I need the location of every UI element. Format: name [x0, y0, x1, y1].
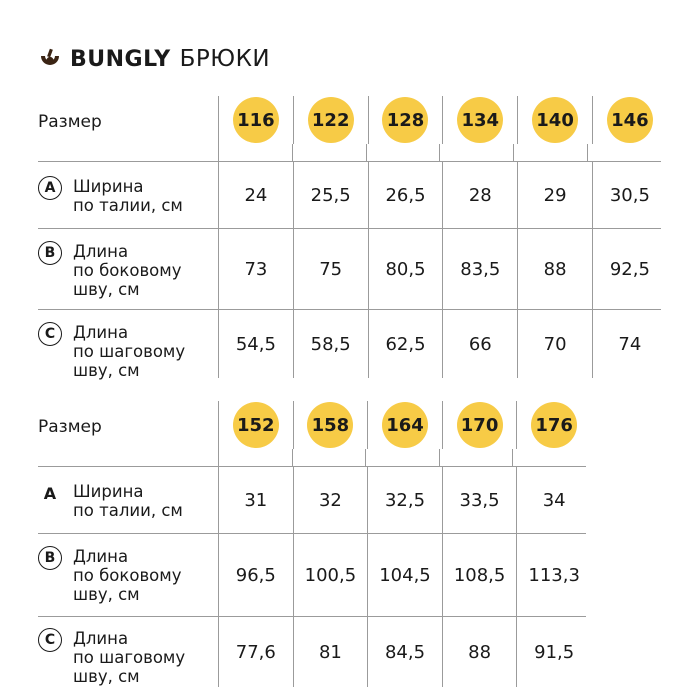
- size-badge: 158: [307, 402, 353, 448]
- letter-b-icon: B: [38, 241, 62, 265]
- size-header-row: [38, 401, 586, 449]
- letter-a-icon: A: [43, 483, 57, 503]
- size-badge: 164: [382, 402, 428, 448]
- size-label: Размер: [38, 417, 102, 437]
- table-cell: 29: [517, 162, 592, 228]
- size-badge: 128: [382, 97, 428, 143]
- table-cell: 96,5: [218, 534, 293, 616]
- size-badge: 176: [531, 402, 577, 448]
- table-row: [38, 161, 661, 228]
- table-cell: 113,3: [516, 534, 591, 616]
- table-cell: 91,5: [516, 617, 591, 687]
- table-cell: 26,5: [368, 162, 443, 228]
- table-row: [38, 309, 661, 378]
- table-cell: 74: [592, 310, 667, 378]
- size-badge: 122: [308, 97, 354, 143]
- row-label: Длина по шаговому шву, см: [73, 629, 186, 686]
- row-label: Длина по боковому шву, см: [73, 242, 182, 299]
- brand-name: BUNGLY: [70, 46, 171, 72]
- table-cell: 77,6: [218, 617, 293, 687]
- size-table-1: [38, 96, 661, 378]
- letter-c-icon: C: [38, 322, 62, 346]
- table-cell: 100,5: [293, 534, 368, 616]
- header-spacer: [38, 144, 661, 161]
- size-table-2: [38, 401, 586, 687]
- table-cell: 75: [293, 229, 368, 309]
- table-cell: 30,5: [592, 162, 667, 228]
- size-badge: 134: [457, 97, 503, 143]
- row-label: Длина по шаговому шву, см: [73, 323, 186, 380]
- letter-c-icon: C: [38, 628, 62, 652]
- row-label: Длина по боковому шву, см: [73, 547, 182, 604]
- table-cell: 83,5: [442, 229, 517, 309]
- size-badge: 152: [233, 402, 279, 448]
- header-spacer: [38, 449, 586, 466]
- table-row: [38, 533, 586, 616]
- table-cell: 88: [517, 229, 592, 309]
- table-cell: 84,5: [367, 617, 442, 687]
- size-badge: 140: [532, 97, 578, 143]
- size-header-row: [38, 96, 661, 144]
- size-label: Размер: [38, 112, 102, 132]
- bungly-logo-icon: [38, 47, 62, 71]
- table-row: [38, 616, 586, 687]
- size-badge: 170: [457, 402, 503, 448]
- table-cell: 62,5: [368, 310, 443, 378]
- table-cell: 73: [218, 229, 293, 309]
- table-cell: 58,5: [293, 310, 368, 378]
- table-cell: 80,5: [368, 229, 443, 309]
- table-cell: 32: [293, 467, 368, 533]
- header: [38, 40, 270, 78]
- table-cell: 70: [517, 310, 592, 378]
- table-cell: 54,5: [218, 310, 293, 378]
- size-badge: 116: [233, 97, 279, 143]
- product-title: БРЮКИ: [179, 46, 271, 72]
- row-label: Ширина по талии, см: [73, 177, 183, 215]
- table-cell: 33,5: [442, 467, 517, 533]
- table-cell: 88: [442, 617, 517, 687]
- table-row: [38, 466, 586, 533]
- table-cell: 108,5: [442, 534, 517, 616]
- letter-b-icon: B: [38, 546, 62, 570]
- row-label: Ширина по талии, см: [73, 482, 183, 520]
- table-cell: 66: [442, 310, 517, 378]
- table-cell: 81: [293, 617, 368, 687]
- table-cell: 28: [442, 162, 517, 228]
- table-cell: 104,5: [367, 534, 442, 616]
- letter-a-icon: A: [38, 176, 62, 200]
- table-cell: 32,5: [367, 467, 442, 533]
- table-cell: 34: [516, 467, 591, 533]
- table-row: [38, 228, 661, 309]
- table-cell: 24: [218, 162, 293, 228]
- table-cell: 92,5: [592, 229, 667, 309]
- table-cell: 25,5: [293, 162, 368, 228]
- size-badge: 146: [607, 97, 653, 143]
- table-cell: 31: [218, 467, 293, 533]
